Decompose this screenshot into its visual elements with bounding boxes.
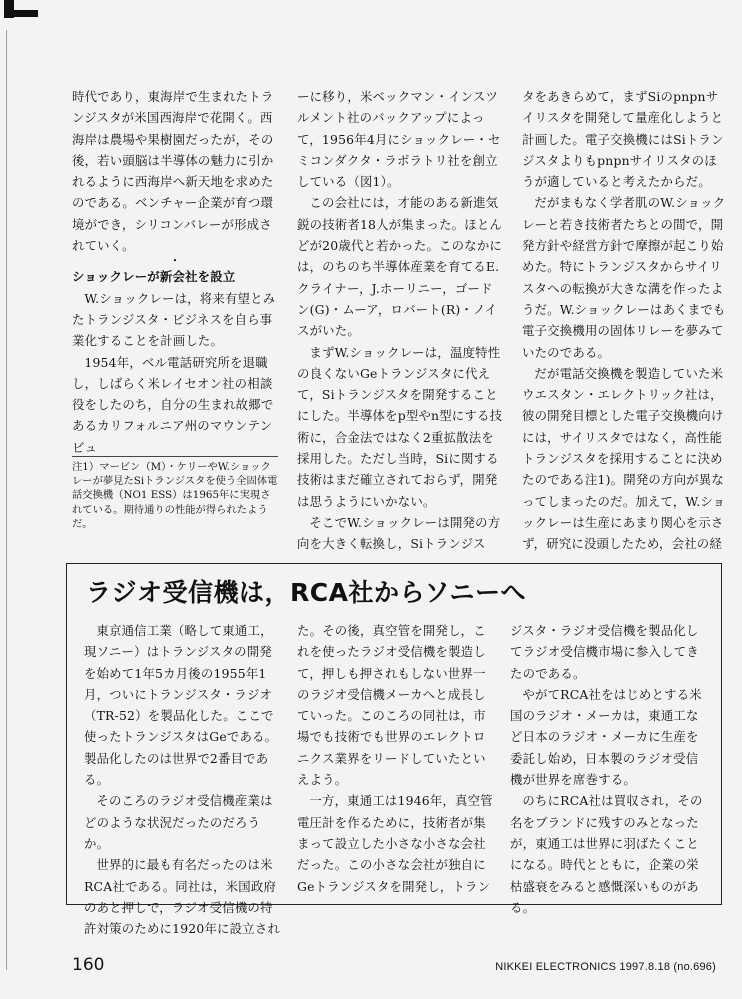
paragraph: 一方，東通工は1946年，真空管電圧計を作るために，技術者が集まって設立した小さな小さな会社だった。この小さな会社が独自にGeトランジスタを開発し，トラン	[297, 793, 493, 894]
article-column-2	[297, 86, 503, 555]
article-column-1	[72, 86, 278, 458]
paragraph: そこでW.ショックレーは開発の方向を大きく転換し，Siトランジス	[297, 514, 501, 552]
page-number: 160	[72, 955, 105, 975]
paragraph: のちにRCA社は買収され，その名をブランドに残すのみとなったが，東通工は世界に羽ばたくことになる。時代とともに，企業の栄枯盛衰をみると感慨深いものがある。	[510, 793, 703, 915]
paragraph: た。その後，真空管を開発し，これを使ったラジオ受信機を製造して，押しも押されもしない世界一のラジオ受信機メーカへと成長していった。このころの同社は，市場でも技術でも世界のエレクトロニクス業界をリードしていたといえよう。	[297, 623, 486, 788]
paragraph: 時代であり，東海岸で生まれたトランジスタが米国西海岸で花開く。西海岸は農場や果樹園だったが，その後，若い頭脳は半導体の魅力に引かれるように西海岸へ新天地を求めたのである。ベンチャー企業が育つ環境ができ，シリコンバレーが形成されていく。	[72, 89, 274, 254]
paragraph: 1954年，ベル電話研究所を退職し，しばらく米レイセオン社の相談役をしたのち，自分の生まれ故郷であるカリフォルニア州のマウンテンビュ	[72, 354, 274, 455]
paragraph: そのころのラジオ受信機産業はどのような状況だったのだろうか。	[84, 793, 273, 851]
paragraph: だが電話交換機を製造していた米ウエスタン・エレクトリック社は，彼の開発目標とした電子交換機向けには，サイリスタではなく，高性能トランジスタを採用することに決めたのである注1)。開発の方向が異なってしまったのだ。加えて，W.ショックレーは生産にあまり関心を示さず，研究に没頭したため，会社の経	[522, 365, 726, 552]
paragraph: タをあきらめて，まずSiのpnpnサイリスタを開発して量産化しようと計画した。電子交換機にはSiトランジスタよりもpnpnサイリスタのほうが適していると考えたからだ。	[522, 89, 724, 190]
registration-mark	[0, 0, 38, 18]
publication-name: NIKKEI ELECTRONICS 1997.8.18	[495, 961, 671, 973]
paragraph: W.ショックレーは，将来有望とみたトランジスタ・ビジネスを自ら事業化することを計画した。	[72, 290, 276, 349]
sidebar-column-1	[84, 620, 282, 939]
footnote	[72, 460, 278, 531]
paragraph: まずW.ショックレーは，温度特性の良くないGeトランジスタに代えて，Siトランジスタを開発することにした。半導体をp型やn型にする技術に，合金法ではなく2重拡散法を採用した。ただし当時，Siに関する技術はまだ確立されておらず，開発は思うようにいかない。	[297, 344, 503, 509]
paragraph: ーに移り，米ベックマン・インスツルメント社のバックアップによって，1956年4月にショックレー・セミコンダクタ・ラボラトリ社を創立している（図1）。	[297, 89, 501, 190]
paragraph: この会社には，才能のある新進気鋭の技術者18人が集まった。ほとんどが20歳代と若かった。このなかには，のちのち半導体産業を育てるE.クライナー，J.ホーリニー，ゴードン(G)・ムーア，ロバート(R)・ノイスがいた。	[297, 195, 503, 339]
section-separator-dot: ・	[168, 253, 182, 269]
issue-number: (no.696)	[673, 961, 716, 973]
publication-info	[495, 961, 716, 973]
paragraph: やがてRCA社をはじめとする米国のラジオ・メーカは，東通工など日本のラジオ・メーカに生産を委託し始め，日本製のラジオ受信機が世界を席巻する。	[510, 686, 702, 788]
paragraph: 東京通信工業（略して東通工，現ソニー）はトランジスタの開発を始めて1年5カ月後の1955年1月，ついにトランジスタ・ラジオ（TR-52）を製品化した。ここで使ったトランジスタはGeである。製品化したのは世界で2番目である。	[84, 623, 278, 788]
footnote-text: 注1）マービン（M）・ケリーやW.ショックレーが夢見たSiトランジスタを使う全固体電話交換機（NO1 ESS）は1965年に実現されている。期待通りの性能が得られたようだ。	[72, 461, 278, 530]
paragraph: ジスタ・ラジオ受信機を製品化してラジオ受信機市場に参入してきたのである。	[510, 623, 699, 681]
paragraph: だがまもなく学者肌のW.ショックレーと若き技術者たちとの間で，開発方針や経営方針で摩擦が起こり始めた。特にトランジスタからサイリスタへの転換が大きな溝を作ったようだ。W.ショックレーはあくまでも電子交換機用の固体リレーを夢みていたのである。	[522, 195, 726, 360]
section-heading: ショックレーが新会社を設立	[72, 269, 236, 285]
sidebar-title: ラジオ受信機は，RCA社からソニーへ	[86, 578, 526, 607]
sidebar-column-2	[297, 620, 495, 897]
binding-edge-line	[6, 30, 7, 970]
paragraph: 世界的に最も有名だったのは米RCA社である。同社は，米国政府のあと押しで，ラジオ受信機の特許対策のために1920年に設立され	[84, 857, 281, 937]
footnote-divider	[72, 456, 278, 457]
article-column-3	[522, 86, 728, 555]
sidebar-column-3	[510, 620, 708, 918]
